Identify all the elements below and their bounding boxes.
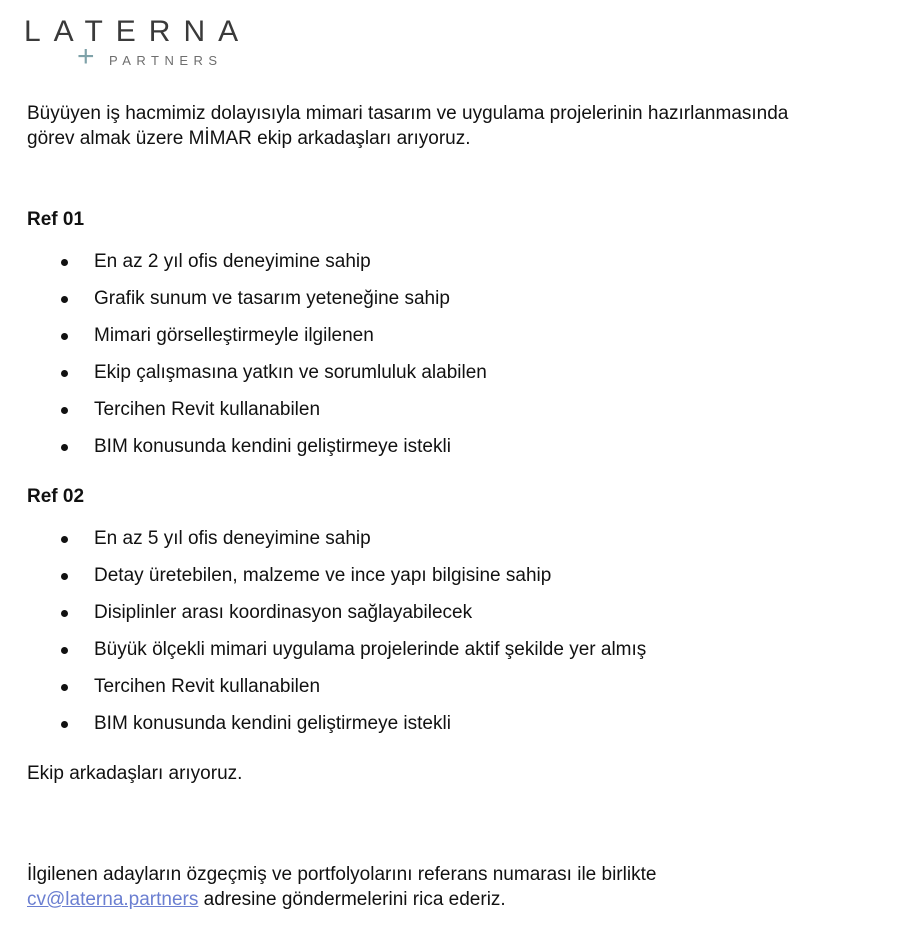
logo-graphic — [24, 12, 264, 72]
list-item: Detay üretebilen, malzeme ve ince yapı bilgisine sahip — [0, 565, 646, 602]
email-link[interactable]: cv@laterna.partners — [27, 889, 199, 910]
ref-01-title: Ref 01 — [27, 209, 85, 230]
list-item: Mimari görselleştirmeyle ilgilenen — [0, 325, 487, 362]
list-item: BIM konusunda kendini geliştirmeye istekli — [0, 713, 646, 750]
logo-wordmark: LATERNA — [24, 15, 252, 48]
bullet-icon — [61, 296, 68, 303]
bullet-icon — [61, 647, 68, 654]
intro-line-1: Büyüyen iş hacmimiz dolayısıyla mimari tasarım ve uygulama projelerinin hazırlanmasında — [27, 103, 789, 124]
bullet-icon — [61, 333, 68, 340]
list-item: Disiplinler arası koordinasyon sağlayabilecek — [0, 602, 646, 639]
closing-text: Ekip arkadaşları arıyoruz. — [27, 763, 243, 784]
ref-02-title: Ref 02 — [27, 486, 85, 507]
bullet-icon — [61, 573, 68, 580]
logo-plus-icon: + — [77, 40, 95, 72]
bullet-icon — [61, 259, 68, 266]
bullet-icon — [61, 370, 68, 377]
logo-subtitle: PARTNERS — [109, 53, 223, 68]
intro-paragraph — [27, 101, 877, 151]
list-item: Ekip çalışmasına yatkın ve sorumluluk alabilen — [0, 362, 487, 399]
list-item: Tercihen Revit kullanabilen — [0, 676, 646, 713]
list-item: Büyük ölçekli mimari uygulama projelerinde aktif şekilde yer almış — [0, 639, 646, 676]
bullet-icon — [61, 610, 68, 617]
bullet-icon — [61, 684, 68, 691]
contact-paragraph — [27, 862, 887, 912]
laterna-partners-logo — [24, 12, 264, 72]
bullet-icon — [61, 444, 68, 451]
list-item: En az 2 yıl ofis deneyimine sahip — [0, 251, 487, 288]
bullet-icon — [61, 407, 68, 414]
ref-01-requirements-list — [0, 251, 487, 473]
ref-02-requirements-list — [0, 528, 646, 750]
list-item: En az 5 yıl ofis deneyimine sahip — [0, 528, 646, 565]
contact-line-2: adresine göndermelerini rica ederiz. — [198, 889, 506, 910]
bullet-icon — [61, 721, 68, 728]
list-item: Grafik sunum ve tasarım yeteneğine sahip — [0, 288, 487, 325]
intro-line-2: görev almak üzere MİMAR ekip arkadaşları arıyoruz. — [27, 128, 471, 149]
list-item: Tercihen Revit kullanabilen — [0, 399, 487, 436]
bullet-icon — [61, 536, 68, 543]
list-item: BIM konusunda kendini geliştirmeye istekli — [0, 436, 487, 473]
contact-line-1: İlgilenen adayların özgeçmiş ve portfolyolarını referans numarası ile birlikte — [27, 864, 657, 885]
